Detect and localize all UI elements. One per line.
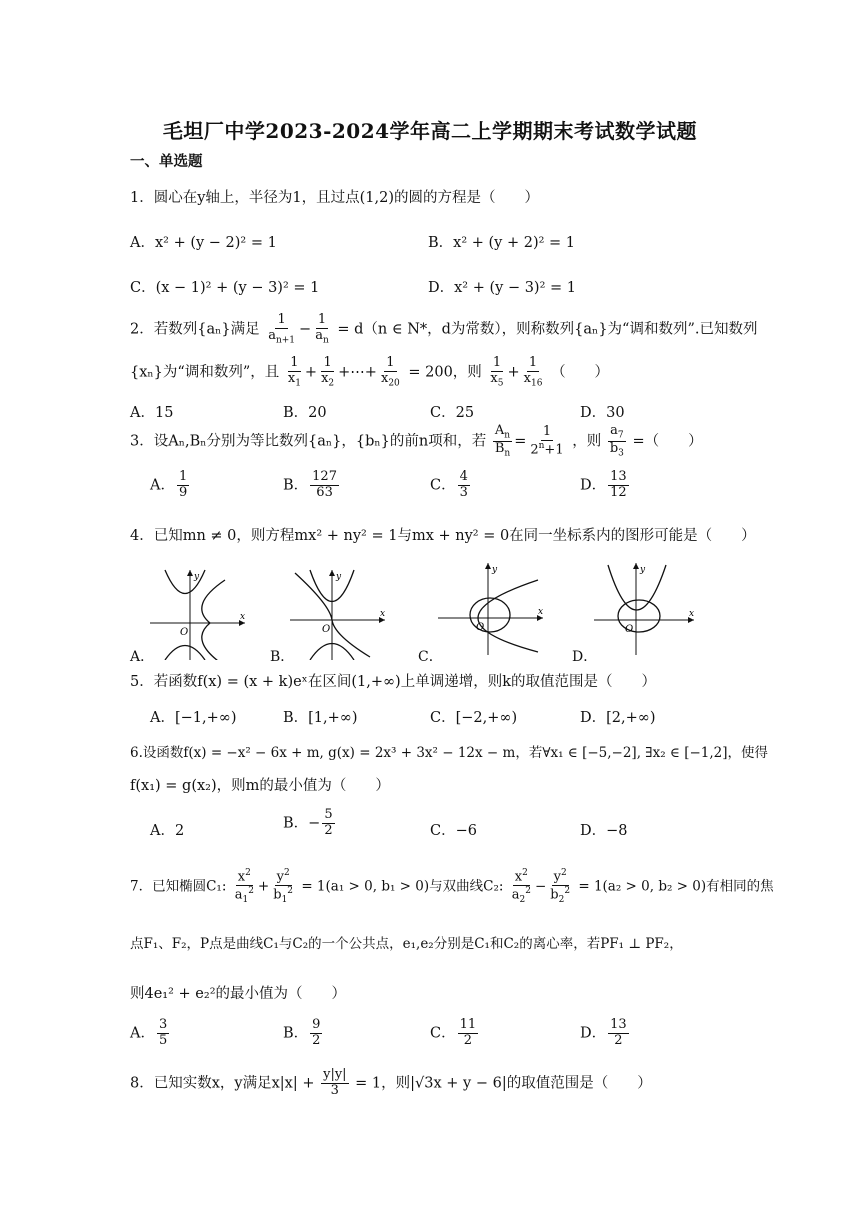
denominator: 5 bbox=[158, 1032, 168, 1048]
fraction bbox=[310, 1018, 322, 1049]
question-3-option-a bbox=[150, 470, 191, 501]
fraction: $\frac{a_7}{b_3}$ bbox=[609, 423, 624, 459]
numerator: 4 bbox=[459, 469, 468, 484]
fraction: $\frac{1}{a_n}$ bbox=[315, 312, 329, 346]
option-label: D． bbox=[580, 1025, 607, 1042]
question-1-option-c: C．(x − 1)² + (y − 3)² = 1 bbox=[130, 280, 320, 296]
axis-x-label: x bbox=[689, 609, 695, 619]
denominator: 2 bbox=[324, 822, 333, 838]
graph-b bbox=[290, 565, 390, 660]
question-6-option-c: C．−6 bbox=[430, 823, 477, 839]
denominator: 12 bbox=[610, 484, 627, 500]
graph-a-label: A． bbox=[130, 649, 155, 665]
question-7-option-c bbox=[430, 1018, 480, 1049]
option-label: D． bbox=[580, 477, 607, 494]
question-6-line-2: f(x₁) = g(x₂)，则m的最小值为（ ） bbox=[130, 778, 390, 794]
option-label: B． bbox=[283, 815, 309, 832]
graph-d bbox=[594, 560, 699, 655]
origin-label: O bbox=[322, 624, 331, 635]
graph-b-label: B． bbox=[270, 649, 295, 665]
section-heading: 一、单选题 bbox=[130, 153, 203, 170]
question-7-option-a bbox=[130, 1018, 171, 1049]
axis-y-label: y bbox=[640, 565, 646, 575]
question-1-stem: 1．圆心在y轴上，半径为1，且过点(1,2)的圆的方程是（ ） bbox=[130, 190, 540, 206]
denominator: 63 bbox=[316, 484, 333, 500]
question-2-line-1: 2．若数列{aₙ}满足 $\frac{1}{a_{n+1}}$ − $\frac{1}{a_n}$ = d（n ∈ N*，d为常数），则称数列{aₙ}为“调和数列”.已知数列 bbox=[130, 312, 758, 346]
numerator: 1 bbox=[178, 469, 188, 484]
fraction: $\frac{x^2}{a_1^2}$ bbox=[234, 868, 254, 906]
fraction: $\frac{y^2}{b_1^2}$ bbox=[273, 868, 294, 906]
question-7-line-2: 点F₁、F₂，P点是曲线C₁与C₂的一个公共点，e₁,e₂分别是C₁和C₂的离心率，若PF₁ ⊥ PF₂， bbox=[130, 936, 683, 952]
question-3-text: =（ ） bbox=[632, 433, 703, 450]
question-2-text: （ ） bbox=[551, 364, 610, 381]
question-2-option-d: D．30 bbox=[580, 405, 625, 421]
graph-d-label: D． bbox=[572, 649, 598, 665]
question-2-text: {xₙ}为“调和数列”，且 bbox=[130, 364, 280, 381]
question-6-line-1: 6.设函数f(x) = −x² − 6x + m, g(x) = 2x³ + 3x² − 12x − m，若∀x₁ ∈ [−5,−2], ∃x₂ ∈ [−1,2]，使得 bbox=[130, 745, 769, 761]
question-2-text: 2．若数列{aₙ}满足 bbox=[130, 321, 260, 338]
denominator: 9 bbox=[178, 484, 188, 500]
option-label: A． bbox=[130, 1025, 155, 1042]
question-6-option-d: D．−8 bbox=[580, 823, 628, 839]
axis-y-label: y bbox=[336, 572, 342, 582]
fraction: $\frac{x^2}{a_2^2}$ bbox=[511, 868, 531, 906]
origin-label: O bbox=[180, 627, 189, 638]
denominator: 3 bbox=[330, 1082, 339, 1098]
fraction bbox=[157, 1018, 169, 1049]
option-label: A． bbox=[150, 477, 175, 494]
question-1-option-d: D．x² + (y − 3)² = 1 bbox=[428, 280, 576, 296]
denominator: 2 bbox=[614, 1032, 623, 1048]
fraction bbox=[458, 1018, 479, 1049]
fraction bbox=[458, 470, 470, 501]
axis-x-label: x bbox=[240, 612, 246, 622]
graph-c-label: C． bbox=[418, 649, 443, 665]
fraction: $\frac{1}{a_{n+1}}$ bbox=[268, 312, 296, 346]
minus-sign: − bbox=[308, 815, 321, 832]
question-3-text: 3．设Aₙ,Bₙ分别为等比数列{aₙ}，{bₙ}的前n项和，若 bbox=[130, 433, 487, 450]
numerator: 3 bbox=[158, 1017, 168, 1032]
denominator: 2 bbox=[312, 1032, 321, 1048]
question-7-option-b bbox=[283, 1018, 324, 1049]
fraction: $\frac{1}{x_{16}}$ bbox=[523, 355, 543, 389]
numerator: 11 bbox=[459, 1017, 477, 1032]
question-7-line-1: 7．已知椭圆C₁: $\frac{x^2}{a_1^2}$ + $\frac{y^2}{b_1^2}$ = 1(a₁ > 0, b₁ > 0)与双曲线C₂: $\frac{x^2}{a_2^2}$ − $\frac{y^2}{b_2^2}$ = 1(a₂ > 0, b₂ > 0)有相同的焦 bbox=[130, 868, 774, 906]
question-3-option-c bbox=[430, 470, 472, 501]
question-2-option-a: A．15 bbox=[130, 405, 174, 421]
graph-c bbox=[438, 560, 548, 655]
question-7-line-3: 则4e₁² + e₂²的最小值为（ ） bbox=[130, 986, 347, 1002]
question-2-option-c: C．25 bbox=[430, 405, 475, 421]
page-title: 毛坦厂中学2023-2024学年高二上学期期末考试数学试题 bbox=[162, 119, 698, 143]
numerator: y|y| bbox=[323, 1067, 347, 1082]
numerator: 13 bbox=[610, 1017, 627, 1032]
fraction bbox=[608, 470, 629, 501]
fraction bbox=[321, 1068, 348, 1099]
fraction: $\frac{1}{x_5}$ bbox=[490, 355, 504, 389]
option-label: B． bbox=[283, 477, 309, 494]
question-7-text: = 1(a₂ > 0, b₂ > 0)有相同的焦 bbox=[578, 878, 774, 895]
question-2-text: = d（n ∈ N*，d为常数），则称数列{aₙ}为“调和数列”.已知数列 bbox=[337, 321, 758, 338]
axis-x-label: x bbox=[538, 607, 544, 617]
question-5-option-c: C．[−2,+∞) bbox=[430, 710, 518, 726]
question-5-option-d: D．[2,+∞) bbox=[580, 710, 656, 726]
fraction bbox=[322, 808, 334, 839]
fraction: $\frac{A_n}{B_n}$ bbox=[494, 423, 511, 459]
denominator: 3 bbox=[459, 484, 468, 500]
question-5-stem: 5．若函数f(x) = (x + k)eˣ在区间(1,+∞)上单调递增，则k的取值范围是（ ） bbox=[130, 674, 656, 690]
question-3-option-b bbox=[283, 470, 341, 501]
question-8-line bbox=[130, 1068, 652, 1099]
numerator: 127 bbox=[312, 469, 337, 484]
graph-a bbox=[150, 565, 250, 660]
question-7-text: = 1(a₁ > 0, b₁ > 0)与双曲线C₂: bbox=[301, 878, 504, 895]
question-1-option-b: B．x² + (y + 2)² = 1 bbox=[428, 235, 576, 251]
numerator: 9 bbox=[312, 1017, 321, 1032]
question-3-text: ，则 bbox=[572, 433, 602, 450]
question-8-text: 8．已知实数x，y满足x|x| + bbox=[130, 1075, 315, 1092]
fraction bbox=[608, 1018, 629, 1049]
question-7-text: 7．已知椭圆C₁: bbox=[130, 878, 227, 895]
fraction: $\frac{y^2}{b_2^2}$ bbox=[550, 868, 571, 906]
question-5-option-a: A．[−1,+∞) bbox=[150, 710, 237, 726]
question-8-text: = 1，则|√3x + y − 6|的取值范围是（ ） bbox=[355, 1075, 652, 1092]
question-4-stem: 4．已知mn ≠ 0，则方程mx² + ny² = 1与mx + ny² = 0在同一坐标系内的图形可能是（ ） bbox=[130, 528, 756, 544]
question-5-option-b: B．[1,+∞) bbox=[283, 710, 358, 726]
fraction: $\frac{1}{x_1}$ bbox=[287, 355, 301, 389]
denominator: 2 bbox=[463, 1032, 473, 1048]
fraction: $\frac{1}{x_2}$ bbox=[321, 355, 335, 389]
option-label: C． bbox=[430, 1025, 456, 1042]
origin-label: O bbox=[625, 624, 634, 635]
question-7-option-d bbox=[580, 1018, 631, 1049]
question-1-option-a: A．x² + (y − 2)² = 1 bbox=[130, 235, 277, 251]
numerator: 5 bbox=[324, 807, 333, 822]
question-3-option-d bbox=[580, 470, 631, 501]
origin-label: O bbox=[476, 622, 485, 633]
question-2-option-b: B．20 bbox=[283, 405, 327, 421]
option-label: C． bbox=[430, 477, 456, 494]
question-6-option-b bbox=[283, 808, 337, 839]
fraction: $\frac{1}{x_{20}}$ bbox=[380, 355, 400, 389]
axis-y-label: y bbox=[492, 565, 498, 575]
question-3-line: 3．设Aₙ,Bₙ分别为等比数列{aₙ}，{bₙ}的前n项和，若 $\frac{A_n}{B_n}$ = $\frac{1}{2^n+1}$ ，则 $\frac{a_7}{b_3}$ =（ ） bbox=[130, 423, 703, 459]
fraction: $\frac{1}{2^n+1}$ bbox=[530, 423, 564, 458]
axis-y-label: y bbox=[194, 572, 200, 582]
question-2-text: = 200，则 bbox=[408, 364, 482, 381]
question-2-line-2: {xₙ}为“调和数列”，且 $\frac{1}{x_1}$ + $\frac{1}{x_2}$ +⋯+ $\frac{1}{x_{20}}$ = 200，则 $\frac{1}{x_5}$ + $\frac{1}{x_{16}}$ （ ） bbox=[130, 355, 610, 389]
numerator: 13 bbox=[610, 469, 627, 484]
fraction bbox=[177, 470, 189, 501]
axis-x-label: x bbox=[380, 609, 386, 619]
fraction bbox=[310, 470, 339, 501]
option-label: B． bbox=[283, 1025, 309, 1042]
question-6-option-a: A．2 bbox=[150, 823, 185, 839]
